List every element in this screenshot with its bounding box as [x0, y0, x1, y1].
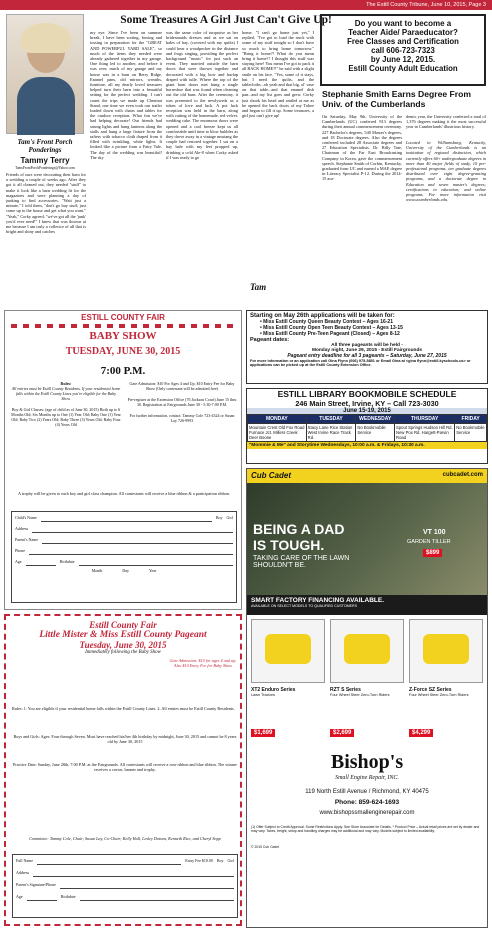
column-body-3: was the same color of turquoise as her bridesmaids dresses and as we sat on bales of hay, (covered with my quilts) I could hear a woodpecker in the distance and frogs singing, providing the perfect background "music" for just such an event. They married outside the barn doors that were thrown together and decorated with a big bow and burlap draped with tulle. Where the top of the giant barn doors met hung a single horseshoe that was found when cleaning out the old barn. After the ceremony, it was presented to the newlyweds as a token of love and luck. A pot luck reception was held in the barn, along with cutting of the homemade, red velvet, wedding cake. The enormous doors were opened and a cool breeze kept us all comfortable until time to blow bubbles as they drove away in a vintage mustang the couple had restored together. I sat on a hay bale with my feet propped up, drinking a cold Ale-8 when Corky asked if I was ready to go [166, 30, 238, 160]
vt-price: $899 [423, 549, 442, 557]
stephanie-body-3: Located in Williamsburg, Kentucky, University of the Cumberlands is an institution of regional distinction, which currently offers 60+ undergraduate degrees in more than 40 major fields of study, 10 pre-professional programs, ten graduate degrees distributed over eight degree-granting programs, and a doctorate degree in Education and seven master's degrees; certifications in education; and online programs. For more information visit www.ucumberlands.edu. [406, 140, 486, 203]
library-footer: "Mommie & Me" and Storytime Wednesdays, 10:00 a.m. & Fridays, 10:30 a.m. [247, 442, 487, 449]
lmm-sub: Immediately following the Baby Show [85, 650, 161, 655]
model-2-price: $2,699 [330, 729, 354, 737]
lmm-committee: Committee: Tammy Cole, Chair; Susan Lay, Co-Chair; Kelly Hall, Lesley Dotson, Kenneth Rice, and Cheryl Sopp [29, 836, 221, 841]
pageant-contact: For more information or an application call Gina Flynn (606) 975-5851 or Email Gina at <gina flynn@estill.kyschools.us> or applications can be picked up at the Estill County Extension Office. [250, 359, 471, 368]
bookmobile-schedule [246, 388, 488, 464]
column-name: Tam's Front Porch Ponderings [17, 138, 73, 154]
page-header: The Estill County Tribune, June 10, 2015, Page 3 [0, 0, 492, 10]
pageant-item-1: • Miss Estill County Queen Beauty Contest – Ages 16-21 [260, 319, 393, 325]
library-address: 246 Main Street, Irvine, KY – Call 723-3030 [295, 399, 439, 408]
financing-title: SMART FACTORY FINANCING AVAILABLE. [251, 597, 385, 604]
pageant-date-2: Monday night, June 29, 2015 - Estill Fairgrounds [311, 348, 423, 353]
baby-show-title: BABY SHOW [89, 330, 157, 342]
pageant-item-2: • Miss Estill County Open Teen Beauty Contest – Ages 13-15 [260, 325, 403, 331]
lmm-date: Tuesday, June 30, 2015 [79, 640, 167, 650]
hero-line-2: IS TOUGH. [253, 537, 325, 553]
baby-show-date: TUESDAY, JUNE 30, 2015 [65, 346, 181, 357]
dealer-website[interactable]: www.bishopssmallenginerepair.com [319, 810, 415, 816]
mower-image-3 [409, 619, 483, 683]
teacher-line-1: Do you want to become a [354, 19, 452, 28]
day-friday: FRIDAY [455, 415, 487, 424]
teacher-line-4: call 606-723-7323 [371, 46, 435, 55]
model-3-price: $4,299 [409, 729, 433, 737]
vt-subtitle: GARDEN TILLER [407, 539, 451, 545]
mower-image-2 [330, 619, 404, 683]
pageant-deadline: Pageant entry deadline for all 3 pageants – Saturday, June 27, 2015 [287, 353, 447, 359]
teacher-line-2: Teacher Aide/ Paraeducator? [348, 28, 458, 37]
copyright: © 2015 Cub Cadet [251, 845, 280, 849]
pageant-dates-label: Pageant dates: [250, 337, 290, 343]
dealer-logo: Bishop's [330, 751, 404, 773]
stops-tuesday: Stacy Lane Rice Station West Irvine Race Track Rd. [306, 424, 356, 442]
model-1-name: XT2 Enduro Series [251, 687, 296, 693]
baby-show-ad [4, 310, 242, 610]
lmm-header: Estill County Fair [89, 620, 157, 630]
stops-friday: No Bookmobile Service [455, 424, 487, 442]
day-tuesday: TUESDAY [306, 415, 356, 424]
model-3-type: Four Wheel Steer Zero-Turn Riders [409, 693, 469, 697]
dealer-phone[interactable]: Phone: 859-624-1693 [334, 799, 400, 806]
model-2-type: Four Wheel Steer Zero-Turn Riders [330, 693, 390, 697]
author-name: Tammy Terry [20, 156, 70, 165]
stephanie-body-1: On Saturday, May 9th, University of the Cumberlands (UC) conferred 813 degrees during their annual commencement ceremony. 227 Bachelor's degrees, 540 Master's degrees, and 18 Doctorate degrees. Also the degrees conferred included 28 Associate degrees and 27 Education Specialists. Dr. Billy Tate, Chairman of the Far East Broadcasting Company in Korea, gave the commencement speech. Stephanie Smith of Corbin, Kentucky, graduated from UC and earned a MAE degree in Literacy Specialist P-12. During the 2014-15 aca- [322, 114, 402, 182]
cub-cadet-url[interactable]: cubcadet.com [442, 472, 483, 478]
column-body-1: Friends of ours were decorating their barn for a wedding a couple of weeks ago. After they got it all cleaned out, they needed "stuff" to make it look like a barn wedding fit for the magazines and were planning a day of junking to find accessories. "Wait just a minute," I told them, "don't go buy stuff; just come up to the house and get what you want." "Yeah," Corky agreed, "we've got all the 'junk' you'd ever need!" I knew that was thrown at me because I am truly a collector of all that is bright and shiny and catches [6, 172, 86, 235]
author-photo [6, 14, 84, 134]
author-email[interactable]: TamsFrontPorchPonderings@Yahoo.com [15, 166, 75, 170]
stephanie-body-2: demic year, the University conferred a total of 1,376 degrees making it the most successful year in Cumberlands' illustrious history. [406, 114, 486, 130]
pageant-title: Starting on May 26th applications will be taken for: [250, 313, 395, 319]
baby-show-rules: Rules: All entries must be Estill County Residents. If your residential home falls within the Estill County Lines you're eligible for the Baby Show. Boy & Girl Classes: (age of child as of June 30, 2015) Birth up to 6 Months Old; Six Months up to One (1) Year Old; Baby One (1) Year Old; Baby Two (2) Years Old; Baby Three (3) Years Old; Baby Four (4) Years Old [11, 381, 121, 427]
cub-cadet-ad [246, 468, 488, 928]
teacher-aide-ad [320, 14, 486, 86]
model-1-price: $1,699 [251, 729, 275, 737]
lmm-side: Gate Admission: $10 for ages 4 and up; Also $10 Entry Fee for Baby Show [169, 658, 237, 668]
library-dates: June 15-19, 2015 [247, 408, 487, 414]
lmm-rules: Rules: 1. You are eligible if your residential home falls within the Estill County Lines. 2. All entries must be Estill County Residents. [12, 706, 235, 711]
column-signature: Tam [250, 282, 267, 292]
stops-thursday: Spout Springs Hudson Hill Rd. New Pox Rd. Hargett-Parvin Road [395, 424, 455, 442]
model-2-name: RZT S Series [330, 687, 361, 693]
model-3-name: Z-Force SZ Series [409, 687, 452, 693]
stops-monday: Mountain Crest Old Fox Road Furnace Jct. Millers Creek Deer Boone [249, 425, 305, 440]
lmm-practice: Practice Date: Sunday, June 28th, 7:00 P.M. at the Fairgrounds. All contestants will receive a rose ribbon and blue ribbon. The winner receives a crown, banner and trophy. [13, 762, 237, 773]
baby-show-trophy: A trophy will be given to each boy and girl class champion. All contestants will receive a blue ribbon & a participation ribbon. [18, 491, 230, 496]
dealer-address: 119 North Estill Avenue / Richmond, KY 40475 [305, 789, 429, 795]
baby-show-info: Gate Admission: $10 For Ages 4 and Up; $10 Entry Fee for Baby Show (Only contestant will be admitted free) Pre-register at the Extension Office (76 Jackson Court) June 15 thru 30. Registration at Fairgrounds June 30 - 5:30-7:00 P.M. For further information, contact: Tammy Cole 723-4324 or Susan Lay 726-9993 [127, 381, 237, 423]
stephanie-headline: Stephanie Smith Earns Degree From Univ. of the Cumberlands [322, 89, 471, 109]
day-wednesday: WEDNESDAY [356, 415, 395, 424]
lmm-form: Full Name Entry Fee $10.00 Boy Girl Address Parent's Signature/Phone Age Birthdate [12, 854, 238, 918]
library-title: ESTILL LIBRARY BOOKMOBILE SCHEDULE [277, 389, 457, 399]
column-title: Some Treasures A Girl Just Can't Give Up! [120, 14, 332, 26]
hero-line-3: TAKING CARE OF THE LAWN SHOULDN'T BE. [253, 555, 350, 569]
lmm-boys-girls: Boys and Girls: Ages: Four through Seven. Must have reached his/her 4th birthday by midnight, June 30, 2015 and cannot be 8 years old by June 30, 2015 [13, 734, 237, 745]
baby-show-border [11, 324, 235, 328]
column-body-2: my eye. Since I've been on summer break, I have been sorting, boxing and tossing in preparation for the "GREAT AND POWERFUL YARD SALE", so much of the items they needed were already gathered together in my garage. One thing led to another, and before it was over, much of my garage and my house was in a barn on Berry Ridge. Enamel pans, old mirrors, wreaths, furniture, all my dearly loved treasures helped turn their barn into a beautiful setting for the perfect wedding. I can't count the trips we made up Chestnut Stand, one time we even took our trailer loaded down with chairs and tables for the outdoor reception. What fun we've had helping decorate! Our friends had strung lights and hung lanterns along the stalls and hung a large fixture from the rafters with tobacco cloth draped from it filled with twinkling, white lights. It looked like a picture from a Fairy Tale. The day of the wedding was beautiful! The sky [90, 30, 162, 160]
baby-show-header: ESTILL COUNTY FAIR [81, 313, 165, 322]
teacher-line-6: Estill County Adult Education [348, 64, 458, 73]
hero-line-1: BEING A DAD [253, 521, 345, 537]
mower-image-1 [251, 619, 325, 683]
financing-sub: AVAILABLE ON SELECT MODELS TO QUALIFIED CUSTOMERS [251, 604, 358, 608]
column-body-4: home. "I can't go home just yet," I replied, "I've got to load the truck with some of my stuff tonight so I don't have so much to bring home tomorrow." "Bring it home?! What do you mean bring it home?! I thought this stuff was staying here! You mean I've got to pack it all BACK HOME?!" he said with a slight smile on his face. "Yes, some of it stays, but I need the quilts, and the tablecloths...oh yeah and that big, ol' vase on that table...and that enamel dish pan...and my list goes and grew. Corky just shook his head and smiled at me as he opened the back doors of my Tahoe and began to fill it up. Some treasures, a girl just can't give up! [242, 30, 314, 119]
vt-model: VT 100 [423, 529, 446, 536]
pageant-item-3: • Miss Estill County Pre-Teen Pageant (Closed) – Ages 8-12 [260, 331, 400, 337]
pageant-date-1: All three pageants will be held - [331, 343, 403, 348]
cub-cadet-logo: Cub Cadet [251, 471, 291, 480]
teacher-line-3: Free Classes and Certification [347, 37, 459, 46]
lmm-title: Little Mister & Miss Estill County Pageant [39, 630, 207, 640]
little-mister-miss-ad [4, 614, 242, 926]
stops-wednesday: No Bookmobile Service [356, 424, 395, 442]
day-thursday: THURSDAY [395, 415, 455, 424]
schedule-table [247, 414, 487, 442]
pageant-box [246, 310, 488, 384]
model-1-type: Lawn Tractors [251, 693, 275, 697]
dealer-sub: Small Engine Repair, INC. [335, 775, 399, 781]
baby-show-time: 7:00 P.M. [100, 365, 146, 377]
fine-print: (1) Offer Subject to Credit Approval. Some Restrictions Apply. See Store Associate for Details. * Product Price – Actual retail prices are set by dealer and may vary. Taxes, freight, setup and handling charges may be additional and may vary. Models subject to limited availability. [251, 825, 480, 834]
day-monday: MONDAY [248, 415, 307, 424]
financing-bar [247, 595, 487, 615]
baby-show-form: Child's Name Boy Girl Address Parent's Name Phone Age Birthdate Month Day Year [11, 511, 237, 603]
teacher-line-5: by June 12, 2015. [370, 55, 436, 64]
